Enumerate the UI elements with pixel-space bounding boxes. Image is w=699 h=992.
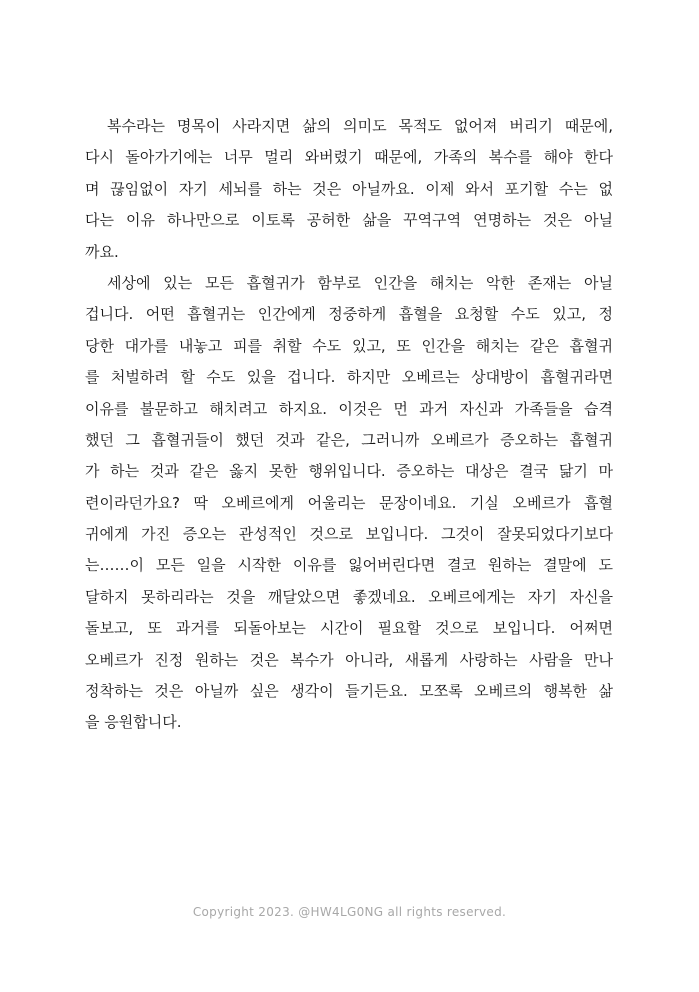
text-line: 다시 돌아가기에는 너무 멀리 와버렸기 때문에, 가족의 복수를 해야 한다 bbox=[85, 148, 613, 167]
text-line: 가 하는 것과 같은 옳지 못한 행위입니다. 증오하는 대상은 결국 닮기 마 bbox=[85, 462, 613, 481]
text-line: 련이라던가요? 딱 오베르에게 어울리는 문장이네요. 기실 오베르가 흡혈 bbox=[85, 493, 613, 512]
text-line: 달하지 못하리라는 것을 깨달았으면 좋겠네요. 오베르에게는 자기 자신을 bbox=[85, 587, 613, 606]
text-line: 돌보고, 또 과거를 되돌아보는 시간이 필요할 것으로 보입니다. 어쩌면 bbox=[85, 619, 613, 638]
text-line: 며 끊임없이 자기 세뇌를 하는 것은 아닐까요. 이제 와서 포기할 수는 없 bbox=[85, 179, 613, 198]
text-line: 을 응원합니다. bbox=[85, 713, 182, 732]
body-text bbox=[85, 111, 613, 739]
text-line: 까요. bbox=[85, 242, 119, 261]
text-line: 를 처벌하려 할 수도 있을 겁니다. 하지만 오베르는 상대방이 흡혈귀라면 bbox=[85, 368, 613, 387]
text-line: 세상에 있는 모든 흡혈귀가 함부로 인간을 해치는 악한 존재는 아닐 bbox=[107, 273, 613, 292]
text-line: 이유를 불문하고 해치려고 하지요. 이것은 먼 과거 자신과 가족들을 습격 bbox=[85, 399, 613, 418]
text-line: 는……이 모든 일을 시작한 이유를 잃어버린다면 결코 원하는 결말에 도 bbox=[85, 556, 613, 575]
text-line: 겁니다. 어떤 흡혈귀는 인간에게 정중하게 흡혈을 요청할 수도 있고, 정 bbox=[85, 305, 613, 324]
text-line: 다는 이유 하나만으로 이토록 공허한 삶을 꾸역구역 연명하는 것은 아닐 bbox=[85, 211, 613, 230]
text-line: 정착하는 것은 아닐까 싶은 생각이 들기든요. 모쪼록 오베르의 행복한 삶 bbox=[85, 682, 613, 701]
text-line: 했던 그 흡혈귀들이 했던 것과 같은, 그러니까 오베르가 증오하는 흡혈귀 bbox=[85, 430, 613, 449]
text-line: 당한 대가를 내놓고 피를 취할 수도 있고, 또 인간을 해치는 같은 흡혈귀 bbox=[85, 336, 613, 355]
text-line: 오베르가 진정 원하는 것은 복수가 아니라, 새롭게 사랑하는 사람을 만나 bbox=[85, 650, 613, 669]
text-line: 귀에게 가진 증오는 관성적인 것으로 보입니다. 그것이 잘못되었다기보다 bbox=[85, 525, 613, 544]
copyright-footer: Copyright 2023. @HW4LG0NG all rights reserved. bbox=[192, 905, 507, 919]
text-line: 복수라는 명목이 사라지면 삶의 의미도 목적도 없어져 버리기 때문에, bbox=[107, 117, 613, 135]
